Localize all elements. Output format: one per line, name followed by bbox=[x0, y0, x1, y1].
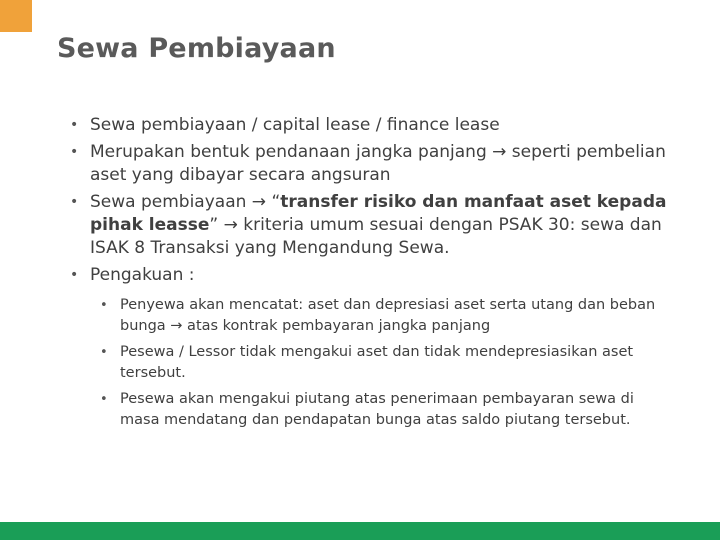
sub-bullet-list bbox=[90, 295, 670, 431]
bullet-item-transfer bbox=[70, 191, 670, 260]
arrow-right-icon: → bbox=[223, 215, 238, 235]
bullet-bold-text: transfer risiko dan manfaat aset kepada pihak leasse bbox=[90, 192, 667, 235]
slide-content bbox=[70, 114, 670, 436]
bullet-text-start: Merupakan bentuk pendanaan jangka panjang bbox=[90, 142, 493, 162]
quote-close: ” bbox=[209, 215, 224, 235]
footer-bar bbox=[0, 522, 720, 540]
arrow-right-icon: → bbox=[251, 192, 267, 212]
bullet-dot-icon: • bbox=[70, 117, 79, 133]
bullet-dot-icon: • bbox=[70, 194, 79, 210]
slide-title: Sewa Pembiayaan bbox=[57, 33, 336, 64]
bullet-item-funding bbox=[70, 141, 670, 187]
sub-bullet-item-lessor-receivable bbox=[100, 389, 670, 431]
bullet-list bbox=[70, 114, 670, 431]
bullet-text: Pengakuan : bbox=[90, 265, 195, 285]
sub-bullet-dot-icon: • bbox=[100, 392, 108, 407]
bullet-text-end: kriteria umum sesuai dengan PSAK 30: sewa dan ISAK 8 Transaksi yang Mengandung Sewa. bbox=[90, 215, 662, 258]
bullet-text: Sewa pembiayaan / capital lease / finance lease bbox=[90, 115, 500, 135]
bullet-dot-icon: • bbox=[70, 267, 79, 283]
bullet-item-recognition bbox=[70, 264, 670, 431]
sub-bullet-text: Pesewa akan mengakui piutang atas penerimaan pembayaran sewa di masa mendatang dan pendapatan bunga atas saldo piutang tersebut. bbox=[120, 391, 634, 428]
bullet-text-start: Sewa pembiayaan bbox=[90, 192, 252, 212]
bullet-dot-icon: • bbox=[70, 144, 79, 160]
sub-bullet-dot-icon: • bbox=[100, 298, 108, 313]
sub-bullet-text-start: Penyewa akan mencatat: aset dan depresiasi aset serta utang dan beban bunga bbox=[120, 297, 656, 334]
sub-bullet-dot-icon: • bbox=[100, 345, 108, 360]
arrow-right-icon: → bbox=[492, 142, 507, 162]
sub-bullet-item-lessor-asset bbox=[100, 342, 670, 384]
sub-bullet-text: Pesewa / Lessor tidak mengakui aset dan tidak mendepresiasikan aset tersebut. bbox=[120, 344, 634, 381]
bullet-text-end: seperti pembelian aset yang dibayar secara angsuran bbox=[90, 142, 666, 185]
accent-square bbox=[0, 0, 32, 32]
arrow-right-icon: → bbox=[170, 318, 183, 334]
sub-bullet-item-lessee bbox=[100, 295, 670, 337]
quote-open: “ bbox=[266, 192, 281, 212]
sub-bullet-text-end: atas kontrak pembayaran jangka panjang bbox=[182, 318, 491, 334]
bullet-item-definition bbox=[70, 114, 670, 137]
